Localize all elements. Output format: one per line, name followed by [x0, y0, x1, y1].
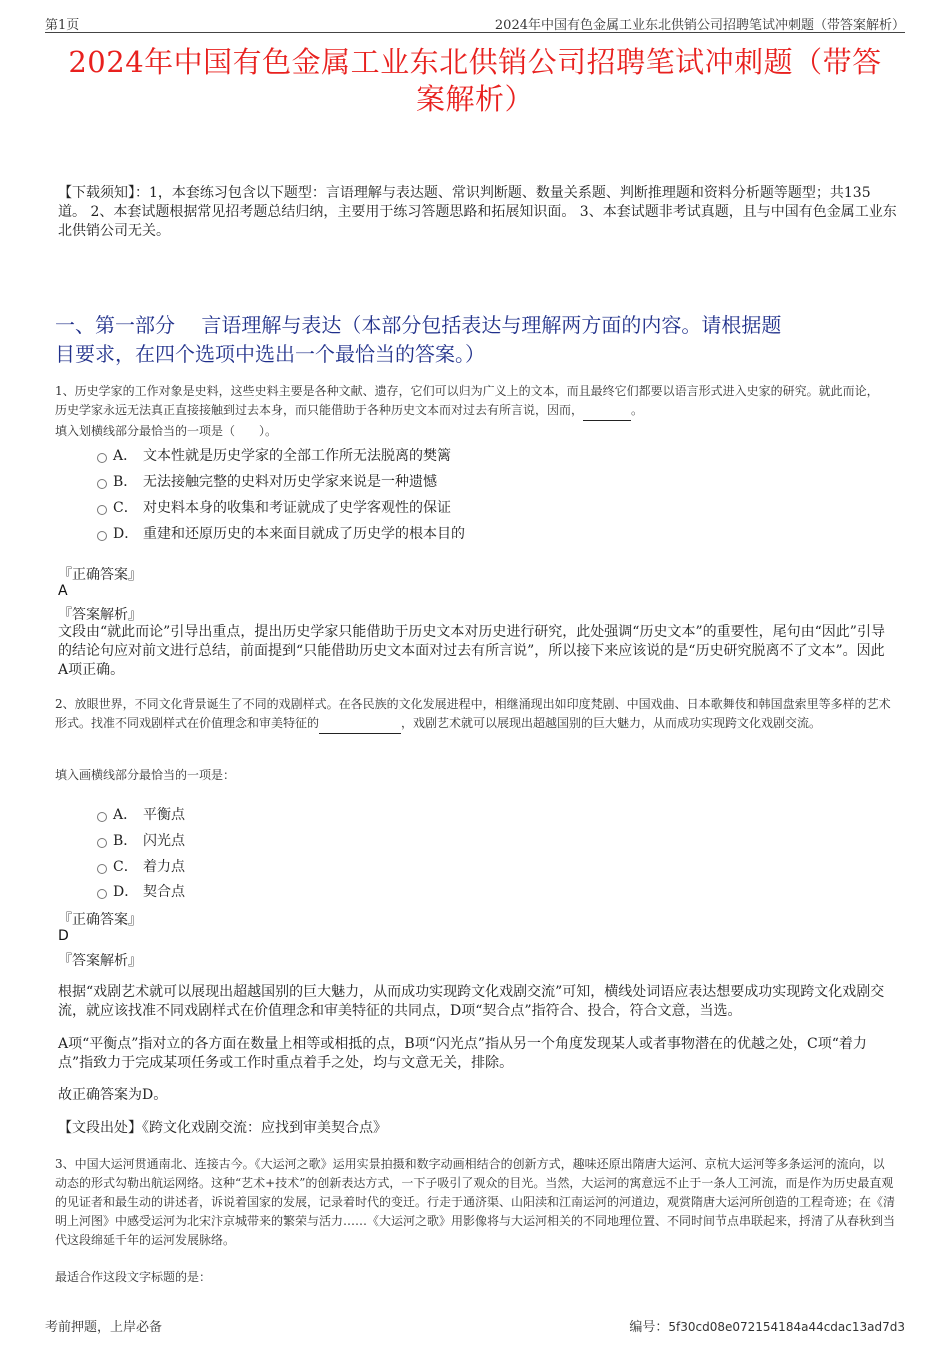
radio-icon[interactable] — [97, 838, 107, 848]
section-line-2: 目要求，在四个选项中选出一个最恰当的答案。） — [55, 342, 485, 366]
q2-stem-end: ，戏剧艺术就可以展现出超越国别的巨大魅力，从而成功实现跨文化戏剧交流。 — [401, 716, 822, 730]
section-line-1: 一、第一部分 言语理解与表达（本部分包括表达与理解两方面的内容。请根据题 — [55, 313, 782, 337]
q2-analysis-p2: A项“平衡点”指对立的各方面在数量上相等或相抵的点，B项“闪光点”指从另一个角度发现某人或者事物潜在的优越之处，C项“着力点”指致力于完成某项任务或工作时重点着手之处，均与文意无关，排除。 — [58, 1036, 867, 1071]
radio-icon[interactable] — [97, 453, 107, 463]
q2-option-a[interactable]: A． 平衡点 — [97, 804, 185, 824]
q2-option-b[interactable]: B． 闪光点 — [97, 830, 185, 850]
q1-option-b[interactable]: B． 无法接触完整的史料对历史学家来说是一种遗憾 — [97, 471, 437, 491]
q2-source-label: 【文段出处】 — [58, 1120, 142, 1136]
q2-stem — [55, 695, 892, 734]
notice-text: ：1，本套练习包含以下题型：言语理解与表达题、常识判断题、数量关系题、判断推理题和资料分析题等题型；共135道。 2、本套试题根据常见招考题总结归纳，主要用于练习答题思路和拓展知识面。 3、本套试题非考试真题，且与中国有色金属工业东北供销公司无关。 — [58, 185, 897, 239]
radio-icon[interactable] — [97, 812, 107, 822]
title-line-1: 2024年中国有色金属工业东北供销公司招聘笔试冲刺题（带答 — [68, 45, 882, 79]
q1-answer: A — [58, 583, 68, 599]
q1-stem — [55, 382, 890, 421]
q1-answer-label: 『正确答案』 — [58, 567, 142, 583]
download-notice — [58, 184, 898, 241]
radio-icon[interactable] — [97, 531, 107, 541]
q1-stem-end: 。 — [631, 403, 644, 417]
running-title: 2024年中国有色金属工业东北供销公司招聘笔试冲刺题（带答案解析） — [494, 18, 905, 33]
q2-source-text: 《跨文化戏剧交流：应找到审美契合点》 — [142, 1120, 387, 1136]
q1-analysis: 文段由“就此而论”引导出重点，提出历史学家只能借助于历史文本对历史进行研究，此处强调“历史文本”的重要性，尾句由“因此”引导的结论句应对前文进行总结，前面提到“只能借助历史文本面对过去有所言说”，所以接下来应该说的是“历史研究脱离不了文本”。因此A项正确。 — [58, 624, 885, 678]
q2-analysis-label: 『答案解析』 — [58, 953, 142, 969]
q3-instruction: 最适合作这段文字标题的是： — [55, 1270, 212, 1284]
footer-code — [629, 1316, 905, 1335]
footer-slogan: 考前押题，上岸必备 — [45, 1320, 163, 1335]
page-number: 第1页 — [45, 18, 80, 33]
q2-analysis-p3: 故正确答案为D。 — [58, 1087, 168, 1103]
q2-source — [58, 1119, 387, 1138]
q2-analysis-p1: 根据“戏剧艺术就可以展现出超越国别的巨大魅力，从而成功实现跨文化戏剧交流”可知，横线处词语应表达想要成功实现跨文化戏剧交流，就应该找准不同戏剧样式在价值理念和审美特征的共同点，D项“契合点”指符合、投合，符合文意，当选。 — [58, 984, 885, 1019]
q2-answer: D — [58, 928, 69, 944]
q2-blank — [319, 714, 401, 734]
q2-instruction: 填入画横线部分最恰当的一项是： — [55, 768, 236, 782]
title-line-2: 案解析） — [415, 82, 534, 116]
notice-label: 【下载须知】 — [58, 185, 135, 201]
q1-analysis-label: 『答案解析』 — [58, 607, 142, 623]
radio-icon[interactable] — [97, 479, 107, 489]
q3-stem: 3、中国大运河贯通南北、连接古今。《大运河之歌》运用实景拍摄和数字动画相结合的创新方式，趣味还原出隋唐大运河、京杭大运河等多条运河的流向，以动态的形式勾勒出航运网络。这种“艺术+技术”的创新表达方式，一下子吸引了观众的目光。当然，大运河的寓意远不止于一条人工河流，而是作为历史最直观的见证者和最生动的讲述者，诉说着国家的发展，记录着时代的变迁。行走于通济渠、山阳渎和江南运河的河道边，观赏隋唐大运河所创造的工程奇迹；在《清明上河图》中感受运河为北宋汴京城带来的繁荣与活力……《大运河之歌》用影像将与大运河相关的不同地理位置、不同时间节点串联起来，捋清了从春秋到当代这段绵延千年的运河发展脉络。 — [55, 1157, 896, 1247]
radio-icon[interactable] — [97, 864, 107, 874]
q1-instruction: 填入划横线部分最恰当的一项是（ ）。 — [55, 424, 278, 438]
footer-code-label: 编号： — [629, 1320, 669, 1335]
q1-option-d[interactable]: D． 重建和还原历史的本来面目就成了历史学的根本目的 — [97, 523, 465, 543]
section-heading — [55, 311, 900, 369]
q2-option-c[interactable]: C． 着力点 — [97, 856, 185, 876]
q1-stem-text: 1、历史学家的工作对象是史料，这些史料主要是各种文献、遗存，它们可以归为广义上的文本，而且最终它们都要以语言形式进入史家的研究。就此而论，历史学家永远无法真正直接接触到过去本身，而只能借助于各种历史文本而对过去有所言说，因而， — [55, 384, 879, 417]
radio-icon[interactable] — [97, 505, 107, 515]
q2-stem-text: 2、放眼世界，不同文化背景诞生了不同的戏剧样式。在各民族的文化发展进程中，相继涌现出如印度梵剧、中国戏曲、日本歌舞伎和韩国盘索里等多样的艺术形式。找准不同戏剧样式在价值理念和审美特征的 — [55, 697, 891, 730]
radio-icon[interactable] — [97, 889, 107, 899]
q1-option-a[interactable]: A． 文本性就是历史学家的全部工作所无法脱离的樊篱 — [97, 445, 451, 465]
document-title — [40, 44, 910, 118]
header-divider — [45, 32, 905, 33]
q1-blank — [583, 401, 631, 421]
q2-answer-label: 『正确答案』 — [58, 912, 142, 928]
q1-option-c[interactable]: C． 对史料本身的收集和考证就成了史学客观性的保证 — [97, 497, 451, 517]
q2-option-d[interactable]: D． 契合点 — [97, 881, 185, 901]
footer-code-value: 5f30cd08e072154184a44cdac13ad7d3 — [668, 1320, 905, 1334]
